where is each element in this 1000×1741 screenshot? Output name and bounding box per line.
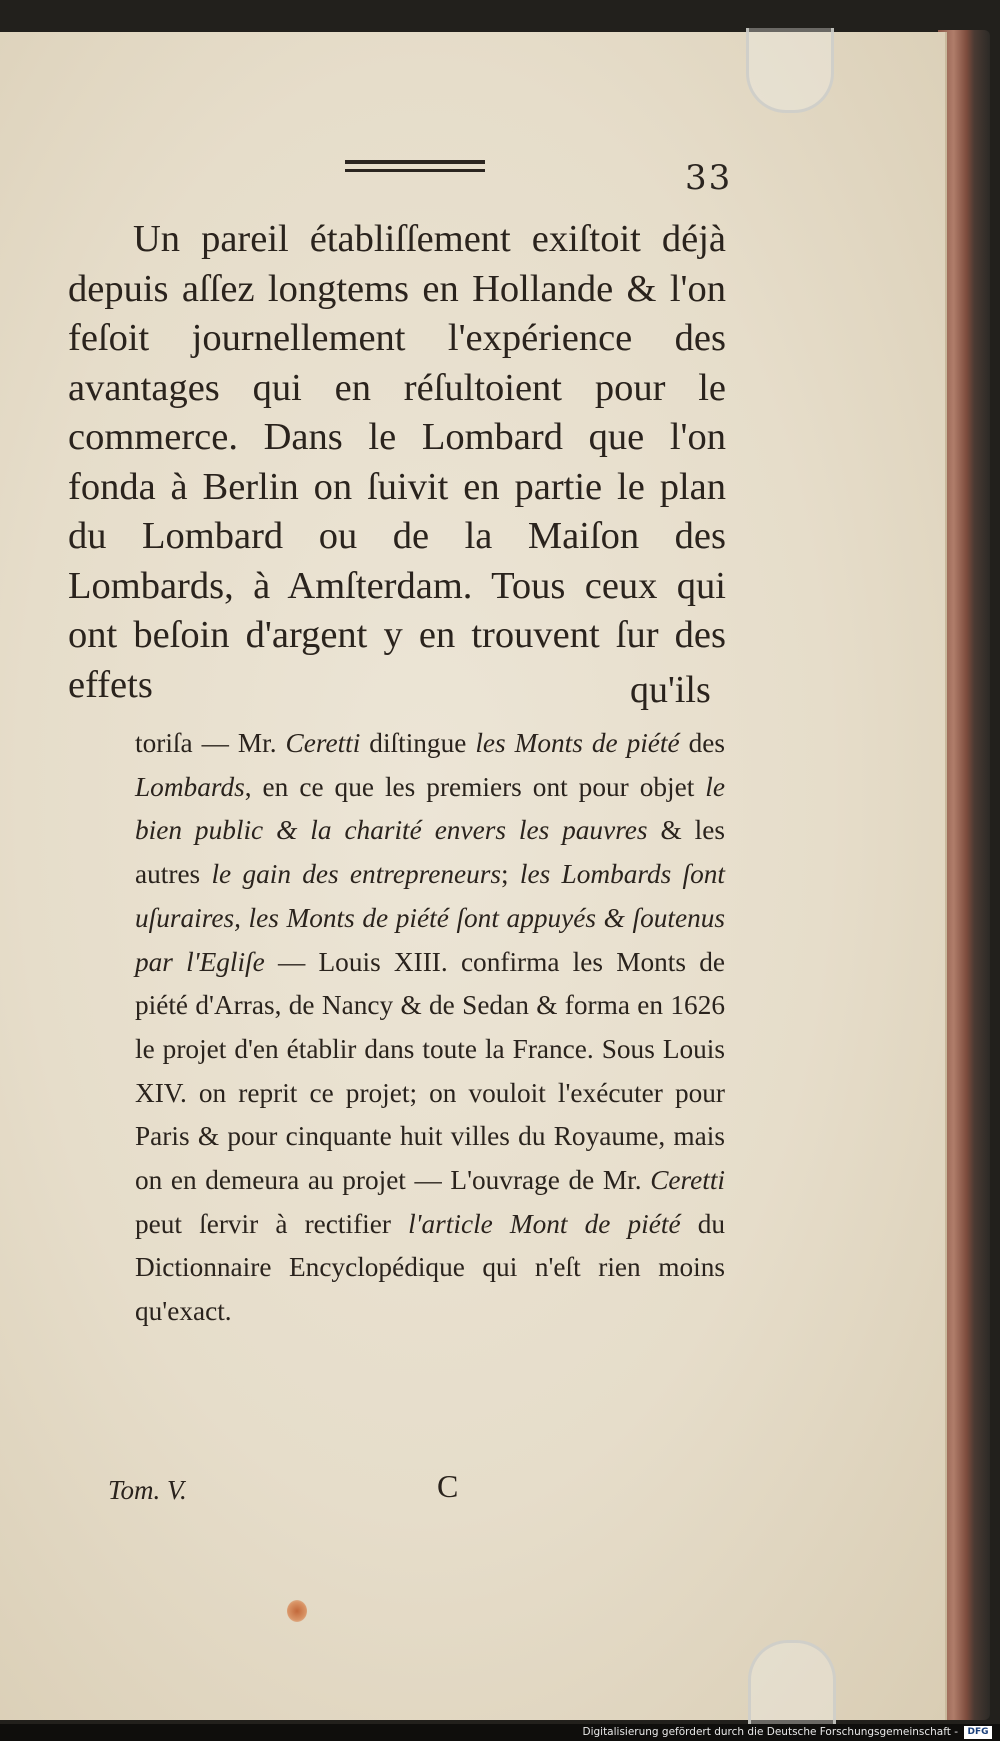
footnote-segment: le gain des entrepreneurs [211,859,502,890]
footnote-segment: du Dictionnaire Encyclopédique qui n'eſt rien moins qu'exact. [135,1208,725,1327]
dfg-logo-icon: DFG [964,1726,992,1739]
footnote-segment: Ceretti [650,1165,725,1196]
footnote-segment: les Monts de piété [475,728,680,758]
footnote-segment: — Louis XIII. confirma les Monts de piété d'Arras, de Nancy & de Sedan & forma en 1626 le projet d'en établir dans toute la France. Sous Louis XIV. on reprit ce projet; on vouloit l'exécuter pour Paris & pour cinquante huit villes du Royaume, mais on en demeura au projet — L'ouvrage de Mr. [135,946,725,1196]
footnote-segment: toriſa — Mr. [135,728,286,758]
page-number: 33 [685,158,733,198]
paper-stain [287,1600,307,1622]
footnote-segment: , en ce que les premiers ont pour objet [244,771,706,802]
footnote-segment: les Lombards ſont uſuraires, les Monts de piété ſont appuyés & ſoutenus par l'Egliſe [135,859,725,977]
digitization-credit: Digitalisierung gefördert durch die Deutsche Forschungsgemeinschaft - [582,1726,958,1738]
footnote-segment: le bien public & la charité envers les pauvres [135,771,725,846]
footnote-segment: Lombards [135,771,245,802]
footnote-segment: des [679,728,726,758]
footnote [135,722,725,1334]
body-paragraph: Un pareil établiſſement exiſtoit déjà depuis aſſez longtems en Hollande & l'on feſoit journellement l'expérience des avantages qui en réſultoient pour le commerce. Dans le Lombard que l'on fonda à Berlin on ſuivit en partie le plan du Lombard ou de la Maiſon des Lombards, à Amſterdam. Tous ceux qui ont beſoin d'argent y en trouvent ſur des effets [68,218,726,706]
footnote-segment: ; [501,859,520,890]
header-rule [345,160,485,172]
volume-signature: Tom. V. [108,1475,187,1505]
gathering-signature: C [437,1468,459,1504]
footnote-segment: diſtingue [360,728,476,758]
catchword: qu'ils [630,669,711,711]
page-clip-top [746,28,834,113]
footnote-segment: peut ſervir à rectifier [135,1208,409,1239]
footnote-segment: Ceretti [285,728,361,758]
footnote-segment: l'article Mont de piété [408,1208,681,1239]
footnote-segment: & les autres [135,815,725,890]
